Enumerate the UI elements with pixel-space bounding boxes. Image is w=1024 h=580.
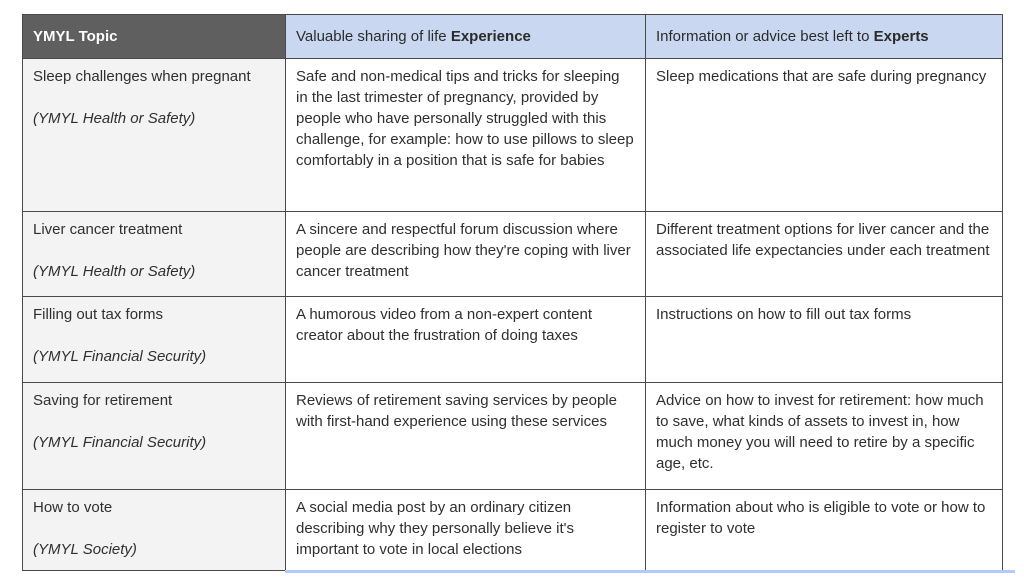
topic-cell: [23, 490, 286, 571]
table-row: [23, 383, 1003, 490]
table-row: [23, 490, 1003, 571]
experts-cell: Advice on how to invest for retirement: how much to save, what kinds of assets to invest in, how much money you will need to retire by a specific age, etc.: [646, 383, 1003, 490]
topic-cell: [23, 297, 286, 383]
topic-cell: [23, 59, 286, 212]
experience-cell: A humorous video from a non-expert content creator about the frustration of doing taxes: [286, 297, 646, 383]
experts-cell: Sleep medications that are safe during pregnancy: [646, 59, 1003, 212]
next-section-edge-line: [285, 570, 1015, 573]
header-experts-prefix: Information or advice best left to: [656, 28, 874, 45]
table-row: [23, 297, 1003, 383]
topic-text: Sleep challenges when pregnant: [33, 68, 251, 85]
topic-cell: [23, 383, 286, 490]
table-row: [23, 212, 1003, 297]
table-header-row: [23, 15, 1003, 59]
experts-cell: Instructions on how to fill out tax forms: [646, 297, 1003, 383]
topic-category: (YMYL Health or Safety): [33, 263, 196, 280]
experience-cell: Safe and non-medical tips and tricks for sleeping in the last trimester of pregnancy, provided by people who have personally struggled with this challenge, for example: how to use pillows to sleep comfortably in a position that is safe for babies: [286, 59, 646, 212]
topic-text: Filling out tax forms: [33, 306, 164, 323]
topic-text: Liver cancer treatment: [33, 221, 183, 238]
topic-category: (YMYL Health or Safety): [33, 110, 196, 127]
topic-cell: [23, 212, 286, 297]
header-experience-bold: Experience: [450, 28, 531, 45]
experience-cell: A social media post by an ordinary citizen describing why they personally believe it's important to vote in local elections: [286, 490, 646, 571]
topic-text: Saving for retirement: [33, 392, 173, 409]
experts-cell: Different treatment options for liver cancer and the associated life expectancies under each treatment: [646, 212, 1003, 297]
header-experience-prefix: Valuable sharing of life: [296, 28, 451, 45]
experience-cell: A sincere and respectful forum discussion where people are describing how they're coping with liver cancer treatment: [286, 212, 646, 297]
topic-category: (YMYL Society): [33, 541, 137, 558]
table-row: [23, 59, 1003, 212]
ymyl-topic-table: [22, 14, 1003, 571]
header-experts: [646, 15, 1003, 59]
topic-category: (YMYL Financial Security): [33, 348, 207, 365]
topic-text: How to vote: [33, 499, 113, 516]
header-ymyl-topic: YMYL Topic: [23, 15, 286, 59]
header-experts-bold: Experts: [873, 28, 929, 45]
topic-category: (YMYL Financial Security): [33, 434, 207, 451]
experience-cell: Reviews of retirement saving services by people with first-hand experience using these services: [286, 383, 646, 490]
experts-cell: Information about who is eligible to vote or how to register to vote: [646, 490, 1003, 571]
header-experience: [286, 15, 646, 59]
